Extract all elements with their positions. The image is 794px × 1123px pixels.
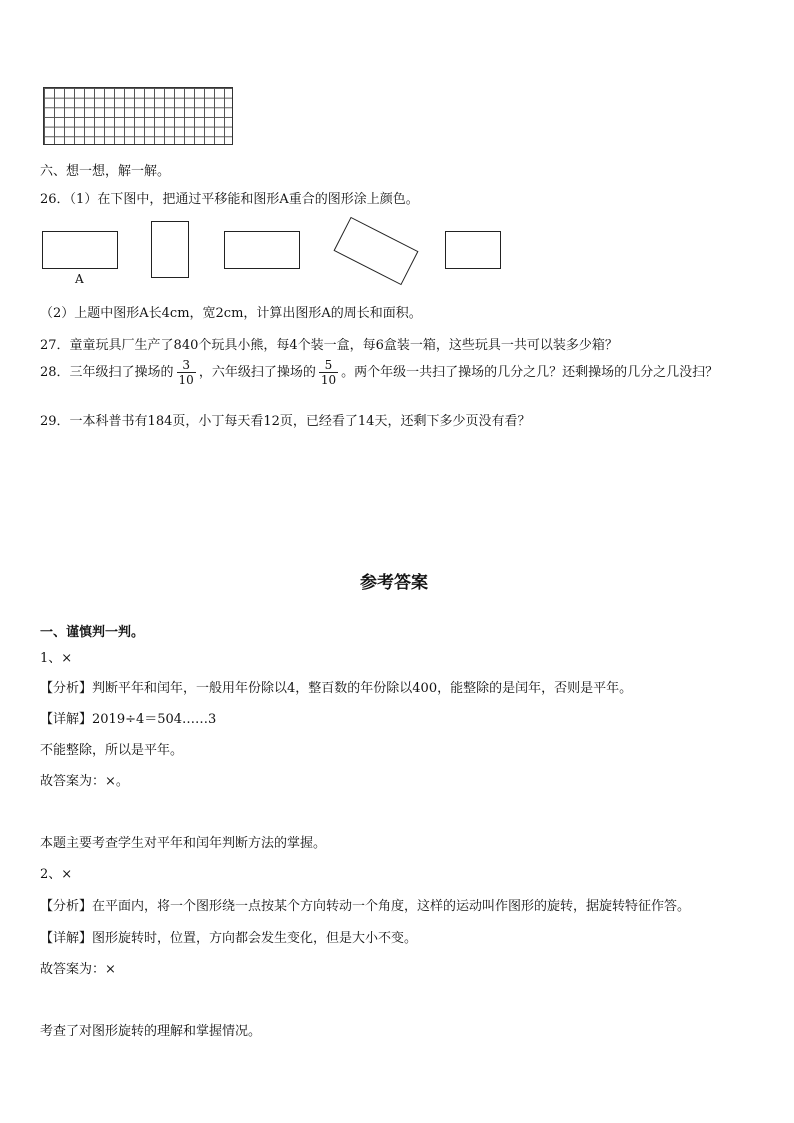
- question-28-suffix: 。两个年级一共扫了操场的几分之几？还剩操场的几分之几没扫？: [341, 365, 719, 380]
- fraction-3-10: $\frac{3}{10}$: [178, 358, 194, 387]
- question-29: 29．一本科普书有184页，小丁每天看12页，已经看了14天，还剩下多少页没有看？: [40, 414, 531, 429]
- shape-a-label: A: [75, 272, 84, 286]
- fraction-5-10: $\frac{5}{10}$: [320, 358, 337, 387]
- answers-section-1: 一、谨慎判一判。: [40, 625, 145, 640]
- shape-vertical-rect: [151, 221, 189, 278]
- answer-2-comment: 考查了对图形旋转的理解和掌握情况。: [40, 1024, 262, 1039]
- answer-2-analysis: 【分析】在平面内，将一个图形绕一点按某个方向转动一个角度，这样的运动叫作图形的旋转，据旋转特征作答。: [40, 899, 691, 914]
- question-26-2: （2）上题中图形A长4cm，宽2cm，计算出图形A的周长和面积。: [40, 306, 422, 321]
- grid-paper: [43, 87, 233, 145]
- answer-1-line-2: 故答案为：×。: [40, 774, 129, 789]
- shape-rect-2: [224, 231, 300, 269]
- answer-1-line-1: 不能整除，所以是平年。: [40, 743, 184, 758]
- answer-2-detail: 【详解】图形旋转时，位置，方向都会发生变化，但是大小不变。: [40, 931, 418, 946]
- shape-a: [42, 231, 118, 269]
- question-28-middle: ，六年级扫了操场的: [198, 365, 316, 380]
- shape-small-rect: [445, 231, 501, 269]
- answer-1-comment: 本题主要考查学生对平年和闰年判断方法的掌握。: [40, 836, 327, 851]
- question-28: [40, 358, 718, 387]
- answer-2-line-1: 故答案为：×: [40, 962, 116, 977]
- question-28-prefix: 28．三年级扫了操场的: [40, 365, 174, 380]
- shape-rotated-rect: [334, 217, 419, 285]
- answer-1-detail: 【详解】2019÷4＝504……3: [40, 712, 217, 727]
- answers-title: 参考答案: [360, 573, 428, 593]
- section-heading: 六、想一想，解一解。: [40, 164, 171, 179]
- question-27: 27．童童玩具厂生产了840个玩具小熊，每4个装一盒，每6盒装一箱，这些玩具一共可以装多少箱？: [40, 338, 618, 353]
- answer-1-analysis: 【分析】判断平年和闰年，一般用年份除以4，整百数的年份除以400，能整除的是闰年，否则是平年。: [40, 681, 633, 696]
- answer-2-number: 2、×: [40, 867, 73, 882]
- question-26-1: 26．（1）在下图中，把通过平移能和图形A重合的图形涂上颜色。: [40, 192, 419, 207]
- answer-1-number: 1、×: [40, 651, 73, 666]
